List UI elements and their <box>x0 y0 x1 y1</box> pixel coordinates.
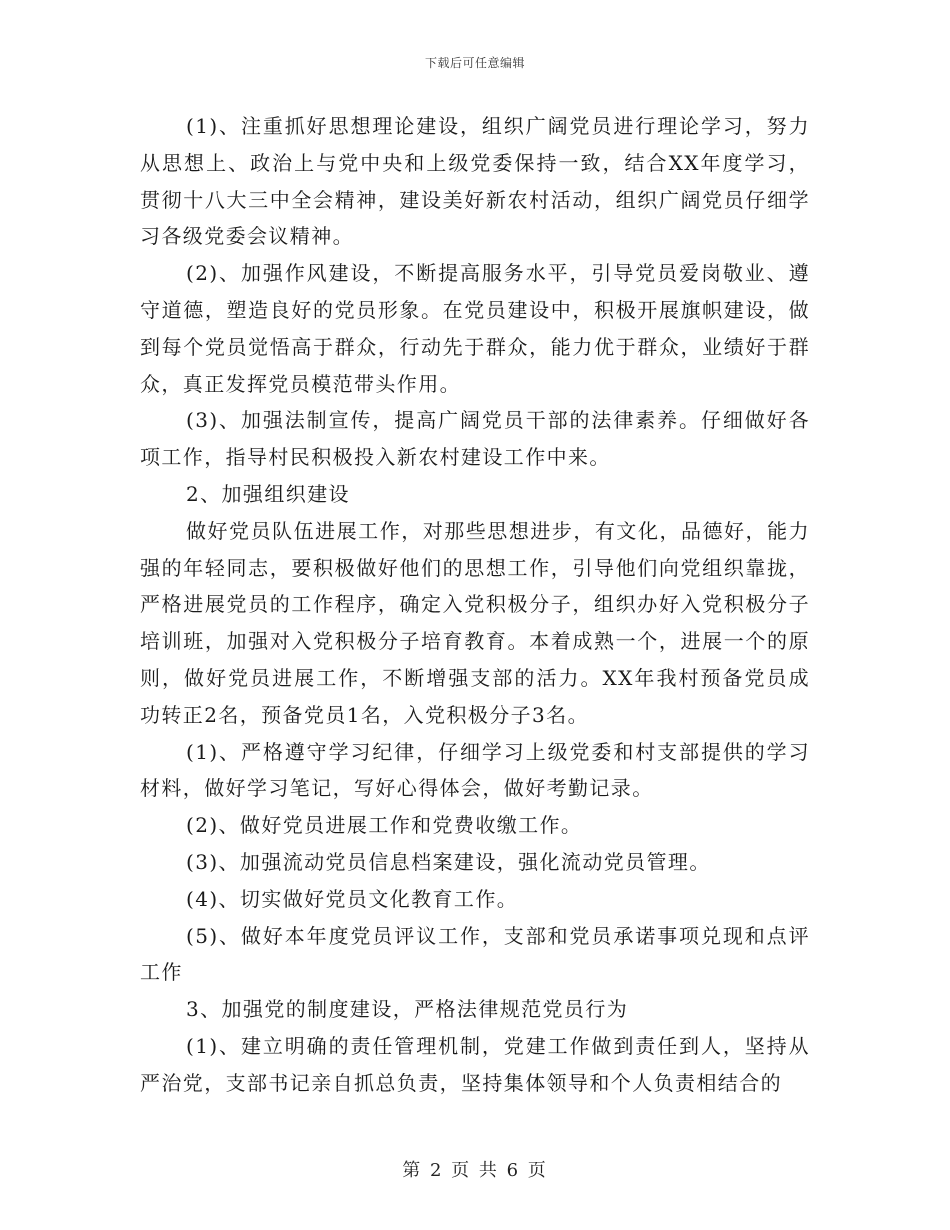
paragraph-3: (3)、加强法制宣传，提高广阔党员干部的法律素养。仔细做好各项工作，指导村民积极投入新农村建设工作中来。 <box>140 408 810 470</box>
paragraph-8: (4)、切实做好党员文化教育工作。 <box>186 886 519 911</box>
paragraph-9: (5)、做好本年度党员评议工作，支部和党员承诺事项兑现和点评工作 <box>140 923 810 985</box>
page-number: 第 2 页 共 6 页 <box>402 1160 548 1181</box>
paragraph-5: (1)、严格遵守学习纪律，仔细学习上级党委和村支部提供的学习材料，做好学习笔记，写好心得体会，做好考勤记录。 <box>140 739 810 801</box>
paragraph-6: (2)、做好党员进展工作和党费收缴工作。 <box>186 813 583 838</box>
section-heading-organization: 2、加强组织建设 <box>186 481 350 506</box>
paragraph-1: (1)、注重抓好思想理论建设，组织广阔党员进行理论学习，努力从思想上、政治上与党中央和上级党委保持一致，结合XX年度学习，贯彻十八大三中全会精神，建设美好新农村活动，组织广阔党员仔细学习各级党委会议精神。 <box>140 114 810 249</box>
document-body <box>140 108 810 1102</box>
section-heading-system: 3、加强党的制度建设，严格法律规范党员行为 <box>186 997 629 1022</box>
header-note: 下载后可任意编辑 <box>424 56 525 70</box>
paragraph-10: (1)、建立明确的责任管理机制，党建工作做到责任到人，坚持从严治党，支部书记亲自抓总负责，坚持集体领导和个人负责相结合的 <box>140 1033 810 1095</box>
paragraph-7: (3)、加强流动党员信息档案建设，强化流动党员管理。 <box>186 849 711 874</box>
paragraph-4: 做好党员队伍进展工作，对那些思想进步，有文化，品德好，能力强的年轻同志，要积极做好他们的思想工作，引导他们向党组织靠拢，严格进展党员的工作程序，确定入党积极分子，组织办好入党积极分子培训班，加强对入党积极分子培育教育。本着成熟一个，进展一个的原则，做好党员进展工作，不断增强支部的活力。XX年我村预备党员成功转正2名，预备党员1名，入党积极分子3名。 <box>140 518 810 727</box>
paragraph-2: (2)、加强作风建设，不断提高服务水平，引导党员爱岗敬业、遵守道德，塑造良好的党员形象。在党员建设中，积极开展旗帜建设，做到每个党员觉悟高于群众，行动先于群众，能力优于群众，业绩好于群众，真正发挥党员模范带头作用。 <box>140 261 810 396</box>
